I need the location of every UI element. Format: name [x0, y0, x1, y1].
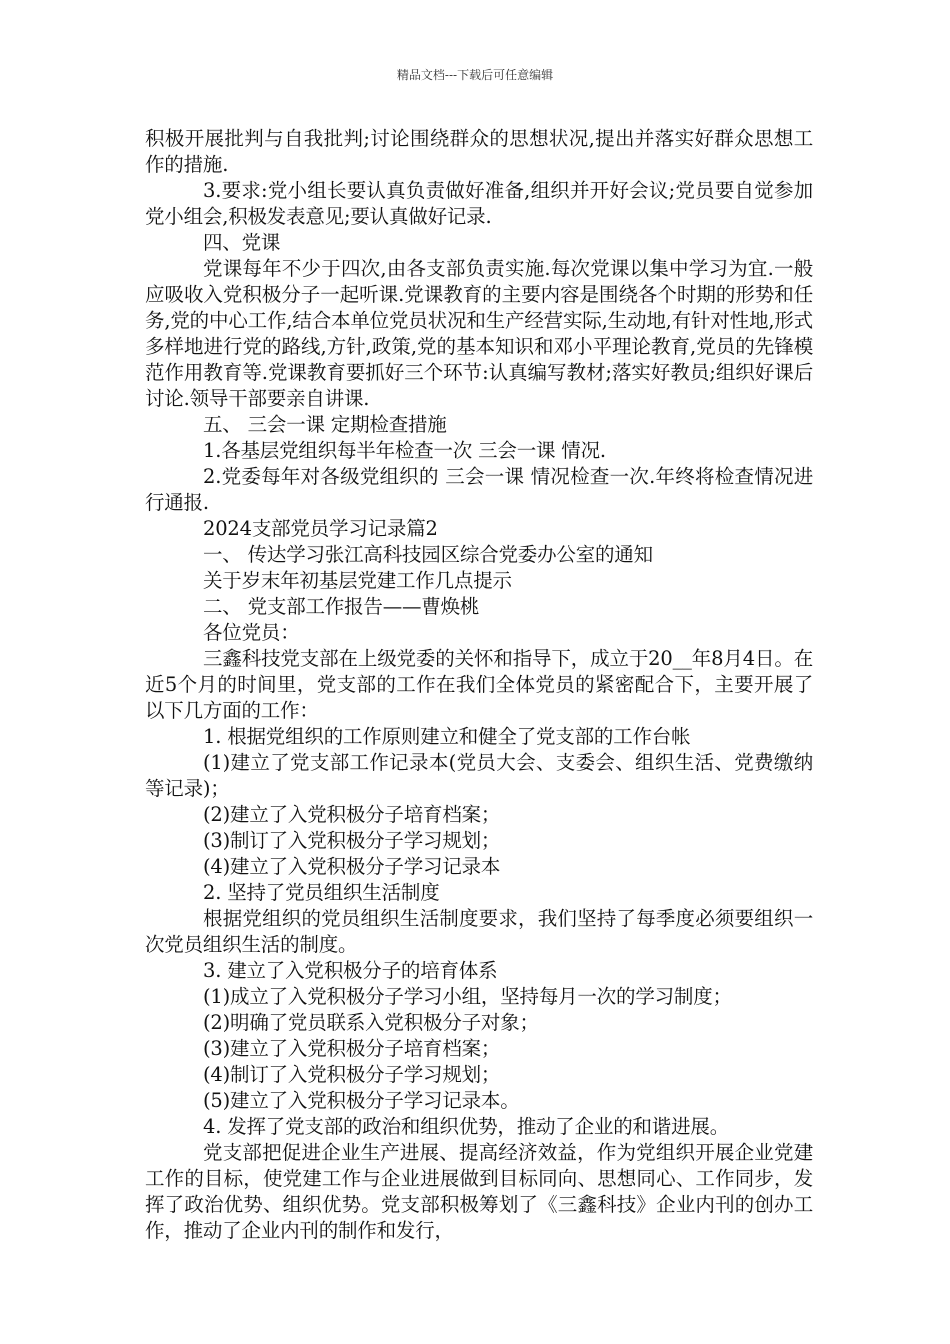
list-heading: 4. 发挥了党支部的政治和组织优势，推动了企业的和谐进展。 — [203, 1115, 730, 1138]
section-heading: 二、 党支部工作报告——曹焕桃 — [203, 595, 480, 618]
list-heading: 3. 建立了入党积极分子的培育体系 — [203, 959, 498, 982]
list-item: (3)建立了入党积极分子培育档案； — [203, 1037, 501, 1060]
document-subtitle: 2024支部党员学习记录篇2 — [203, 517, 438, 540]
paragraph: 三鑫科技党支部在上级党委的关怀和指导下，成立于20__年8月4日。在近5个月的时间里，党支部的工作在我们全体党员的紧密配合下，主要开展了以下几方面的工作： — [145, 647, 813, 722]
document-body — [145, 126, 813, 1244]
paragraph: 党支部把促进企业生产进展、提高经济效益，作为党组织开展企业党建工作的目标，使党建工作与企业进展做到目标同向、思想同心、工作同步，发挥了政治优势、组织优势。党支部积极筹划了《三鑫科技》企业内刊的创办工作，推动了企业内刊的制作和发行， — [145, 1141, 813, 1242]
list-item: (2)建立了入党积极分子培育档案； — [203, 803, 501, 826]
section-heading: 四、党课 — [203, 231, 281, 254]
list-item: (2)明确了党员联系入党积极分子对象； — [203, 1011, 539, 1034]
section-heading: 一、 传达学习张江高科技园区综合党委办公室的通知 — [203, 543, 653, 566]
list-item: (5)建立了入党积极分子学习记录本。 — [203, 1089, 520, 1112]
list-item: (1)成立了入党积极分子学习小组，坚持每月一次的学习制度； — [203, 985, 732, 1008]
list-item: (1)建立了党支部工作记录本(党员大会、支委会、组织生活、党费缴纳等记录)； — [145, 751, 813, 800]
page-header: 精品文档---下载后可任意编辑 — [396, 68, 554, 82]
paragraph: 2.党委每年对各级党组织的 三会一课 情况检查一次.年终将检查情况进行通报. — [145, 465, 813, 514]
paragraph: 1.各基层党组织每半年检查一次 三会一课 情况. — [203, 439, 606, 462]
list-item: (3)制订了入党积极分子学习规划； — [203, 829, 501, 852]
list-item: (4)制订了入党积极分子学习规划； — [203, 1063, 501, 1086]
list-heading: 2. 坚持了党员组织生活制度 — [203, 881, 440, 904]
paragraph: 根据党组织的党员组织生活制度要求，我们坚持了每季度必须要组织一次党员组织生活的制度。 — [145, 907, 813, 956]
salutation: 各位党员： — [203, 621, 300, 644]
paragraph: 3.要求:党小组长要认真负责做好准备,组织并开好会议;党员要自觉参加党小组会,积极发表意见;要认真做好记录. — [145, 179, 813, 228]
paragraph: 党课每年不少于四次,由各支部负责实施.每次党课以集中学习为宜.一般应吸收入党积极分子一起听课.党课教育的主要内容是围绕各个时期的形势和任务,党的中心工作,结合本单位党员状况和生产经营实际,生动地,有针对性地,形式多样地进行党的路线,方针,政策,党的基本知识和邓小平理论教育,党员的先锋模范作用教育等.党课教育要抓好三个环节:认真编写教材;落实好教员;组织好课后讨论.领导干部要亲自讲课. — [145, 257, 813, 410]
list-item: (4)建立了入党积极分子学习记录本 — [203, 855, 501, 878]
paragraph: 关于岁末年初基层党建工作几点提示 — [203, 569, 512, 592]
paragraph: 积极开展批判与自我批判;讨论围绕群众的思想状况,提出并落实好群众思想工作的措施. — [145, 127, 813, 176]
section-heading: 五、 三会一课 定期检查措施 — [203, 413, 447, 436]
list-heading: 1. 根据党组织的工作原则建立和健全了党支部的工作台帐 — [203, 725, 691, 748]
